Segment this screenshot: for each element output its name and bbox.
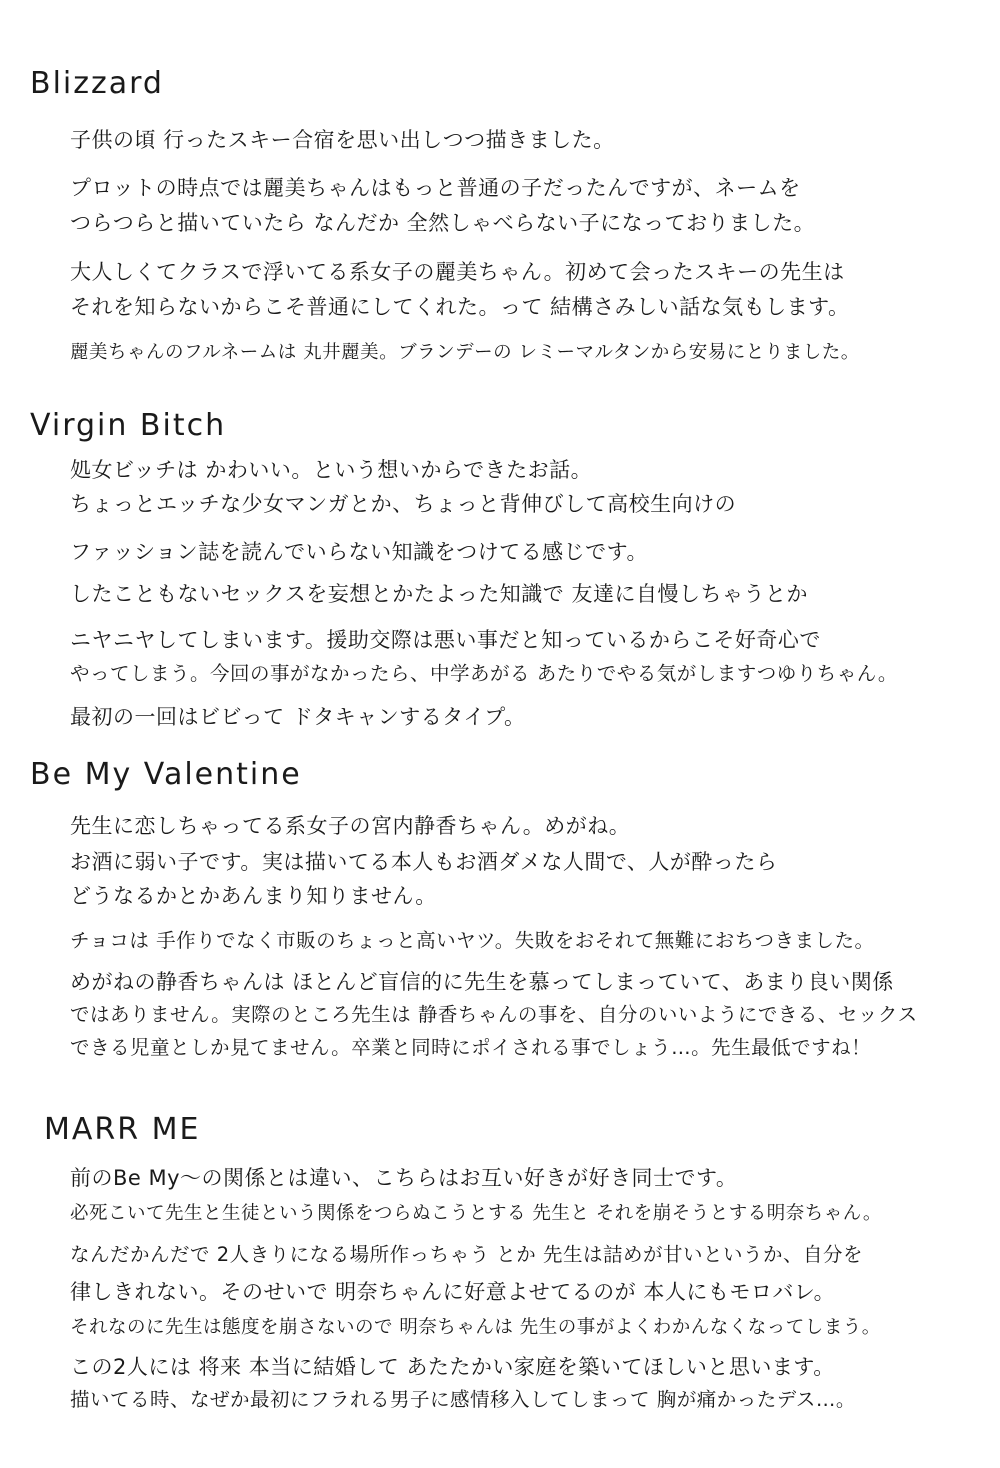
section-title-marr-me: MARR ME bbox=[44, 1112, 201, 1147]
section-title-be-my-valentine: Be My Valentine bbox=[30, 757, 302, 792]
be-my-valentine-line-1: 先生に恋しちゃってる系女子の宮内静香ちゃん。めがね。 bbox=[70, 814, 631, 838]
be-my-valentine-line-3: どうなるかとかあんまり知りません。 bbox=[70, 884, 437, 908]
be-my-valentine-line-6: ではありません。実際のところ先生は 静香ちゃんの事を、自分のいいようにできる、セックス bbox=[70, 1003, 918, 1026]
marr-me-line-5: それなのに先生は態度を崩さないので 明奈ちゃんは 先生の事がよくわかんなくなってしまう。 bbox=[70, 1317, 881, 1338]
marr-me-line-2: 必死こいて先生と生徒という関係をつらぬこうとする 先生と それを崩そうとする明奈ちゃん。 bbox=[70, 1203, 882, 1224]
marr-me-line-7: 描いてる時、なぜか最初にフラれる男子に感情移入してしまって 胸が痛かったデス…。 bbox=[70, 1388, 856, 1411]
virgin-bitch-line-5: ニヤニヤしてしまいます。援助交際は悪い事だと知っているからこそ好奇心で bbox=[70, 628, 821, 652]
marr-me-line-3: なんだかんだで 2人きりになる場所作っちゃう とか 先生は詰めが甘いというか、自分を bbox=[70, 1243, 864, 1266]
marr-me-line-1: 前のBe My～の関係とは違い、こちらはお互い好きが好き同士です。 bbox=[70, 1166, 738, 1190]
section-title-blizzard: Blizzard bbox=[30, 66, 164, 101]
be-my-valentine-line-4: チョコは 手作りでなく市販のちょっと高いヤツ。失敗をおそれて無難におちつきました。 bbox=[70, 929, 875, 952]
virgin-bitch-line-3: ファッション誌を読んでいらない知識をつけてる感じです。 bbox=[70, 540, 648, 564]
virgin-bitch-line-1: 処女ビッチは かわいい。という想いからできたお話。 bbox=[70, 458, 593, 482]
be-my-valentine-line-7: できる児童としか見てません。卒業と同時にポイされる事でしょう…。先生最低ですね！ bbox=[70, 1036, 872, 1059]
section-title-virgin-bitch: Virgin Bitch bbox=[30, 408, 227, 443]
virgin-bitch-line-4: したこともないセックスを妄想とかたよった知識で 友達に自慢しちゃうとか bbox=[70, 582, 808, 606]
blizzard-line-3: つらつらと描いていたら なんだか 全然しゃべらない子になっておりました。 bbox=[70, 211, 816, 235]
blizzard-line-2: プロットの時点では麗美ちゃんはもっと普通の子だったんですが、ネームを bbox=[70, 176, 801, 200]
be-my-valentine-line-2: お酒に弱い子です。実は描いてる本人もお酒ダメな人間で、人が酔ったら bbox=[70, 850, 778, 874]
virgin-bitch-line-2: ちょっとエッチな少女マンガとか、ちょっと背伸びして高校生向けの bbox=[70, 492, 737, 516]
blizzard-line-1: 子供の頃 行ったスキー合宿を思い出しつつ描きました。 bbox=[70, 128, 615, 152]
virgin-bitch-line-7: 最初の一回はビビって ドタキャンするタイプ。 bbox=[70, 705, 526, 729]
virgin-bitch-line-6: やってしまう。今回の事がなかったら、中学あがる あたりでやる気がしますつゆりちゃん。 bbox=[70, 662, 898, 685]
marr-me-line-6: この2人には 将来 本当に結婚して あたたかい家庭を築いてほしいと思います。 bbox=[70, 1355, 835, 1379]
blizzard-line-4: 大人しくてクラスで浮いてる系女子の麗美ちゃん。初めて会ったスキーの先生は bbox=[70, 260, 845, 284]
blizzard-line-6: 麗美ちゃんのフルネームは 丸井麗美。ブランデーの レミーマルタンから安易にとりました。 bbox=[70, 342, 860, 363]
blizzard-line-5: それを知らないからこそ普通にしてくれた。って 結構さみしい話な気もします。 bbox=[70, 295, 850, 319]
marr-me-line-4: 律しきれない。そのせいで 明奈ちゃんに好意よせてるのが 本人にもモロバレ。 bbox=[70, 1280, 836, 1304]
be-my-valentine-line-5: めがねの静香ちゃんは ほとんど盲信的に先生を慕ってしまっていて、あまり良い関係 bbox=[70, 970, 894, 994]
